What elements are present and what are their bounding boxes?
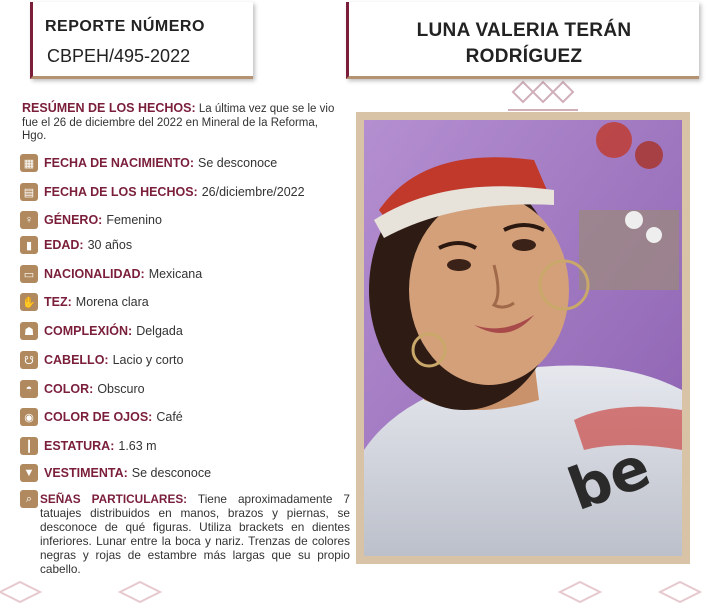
distinguishing-marks-body: Tiene aproximadamente 7 tatuajes distribuidos en manos, brazos y piernas, se desconoce de qué figuras. Utiliza brackets en dientes inferiores. Lunar entre la boca y nariz. Trenzas de colores negras y rojas de estambre más largas que su propio cabello.: [40, 492, 350, 576]
field-nationality: [20, 263, 202, 285]
gender-icon: ♀: [20, 211, 38, 229]
svg-text:be: be: [559, 432, 659, 524]
photo-illustration: [364, 120, 682, 556]
summary-paragraph: [22, 102, 344, 144]
report-number-box: [30, 2, 253, 79]
field-height: [20, 435, 157, 457]
report-title: REPORTE NÚMERO: [45, 18, 205, 35]
field-value: 26/diciembre/2022: [201, 185, 305, 199]
field-label: GÉNERO:: [44, 213, 103, 227]
shirt-icon: ▼: [20, 464, 38, 482]
field-value: Se desconoce: [198, 156, 278, 170]
ruler-icon: ┃: [20, 437, 38, 455]
eye-icon: ◉: [20, 408, 38, 426]
distinguishing-marks-text: [40, 492, 350, 576]
field-label: CABELLO:: [44, 353, 109, 367]
magnifier-icon: ⌕: [20, 490, 38, 508]
distinguishing-marks-label: SEÑAS PARTICULARES:: [40, 492, 188, 506]
calendar-grid-icon: ▤: [20, 183, 38, 201]
field-label: FECHA DE LOS HECHOS:: [44, 185, 198, 199]
field-label: TEZ:: [44, 295, 72, 309]
field-value: Obscuro: [97, 382, 145, 396]
person-name-line2: RODRÍGUEZ: [465, 46, 583, 67]
field-label: EDAD:: [44, 238, 84, 252]
field-label: FECHA DE NACIMIENTO:: [44, 156, 194, 170]
field-build: [20, 320, 183, 342]
body-icon: ☗: [20, 322, 38, 340]
report-number: CBPEH/495-2022: [47, 46, 191, 66]
person-name-line1: LUNA VALERIA TERÁN: [416, 20, 632, 41]
field-birthdate: [20, 152, 277, 174]
field-age: [20, 234, 132, 256]
field-eye-color: [20, 406, 183, 428]
field-value: Mexicana: [148, 267, 203, 281]
field-value: Delgada: [136, 324, 183, 338]
field-hair-color: [20, 378, 145, 400]
field-event-date: [20, 181, 305, 203]
hand-icon: ✋: [20, 293, 38, 311]
field-hair: [20, 349, 183, 371]
field-value: Café: [156, 410, 183, 424]
field-label: COLOR:: [44, 382, 94, 396]
field-value: Morena clara: [75, 295, 149, 309]
hair-icon: ☋: [20, 351, 38, 369]
field-label: NACIONALIDAD:: [44, 267, 145, 281]
id-card-icon: ▭: [20, 265, 38, 283]
person-photo: [364, 120, 682, 556]
field-value: Se desconoce: [131, 466, 212, 480]
field-gender: [20, 209, 162, 231]
field-label: COLOR DE OJOS:: [44, 410, 153, 424]
field-label: COMPLEXIÓN:: [44, 324, 133, 338]
bottom-decorative-strip: [0, 580, 714, 603]
age-bars-icon: ▮: [20, 236, 38, 254]
summary-label: RESÚMEN DE LOS HECHOS:: [22, 101, 196, 115]
summary-text: La última vez que se le vio fue el 26 de diciembre del 2022 en Mineral de la Reforma, Hgo.: [22, 103, 335, 142]
field-value: 1.63 m: [118, 439, 157, 453]
field-value: Lacio y corto: [112, 353, 184, 367]
field-label: ESTATURA:: [44, 439, 115, 453]
field-value: 30 años: [87, 238, 133, 252]
field-value: Femenino: [106, 213, 162, 227]
hair-color-icon: ◓: [20, 380, 38, 398]
field-clothing: [20, 462, 211, 484]
person-name-box: [346, 2, 699, 79]
decorative-pattern: [508, 72, 578, 114]
field-skin-tone: [20, 291, 149, 313]
calendar-icon: ▦: [20, 154, 38, 172]
field-label: VESTIMENTA:: [44, 466, 128, 480]
